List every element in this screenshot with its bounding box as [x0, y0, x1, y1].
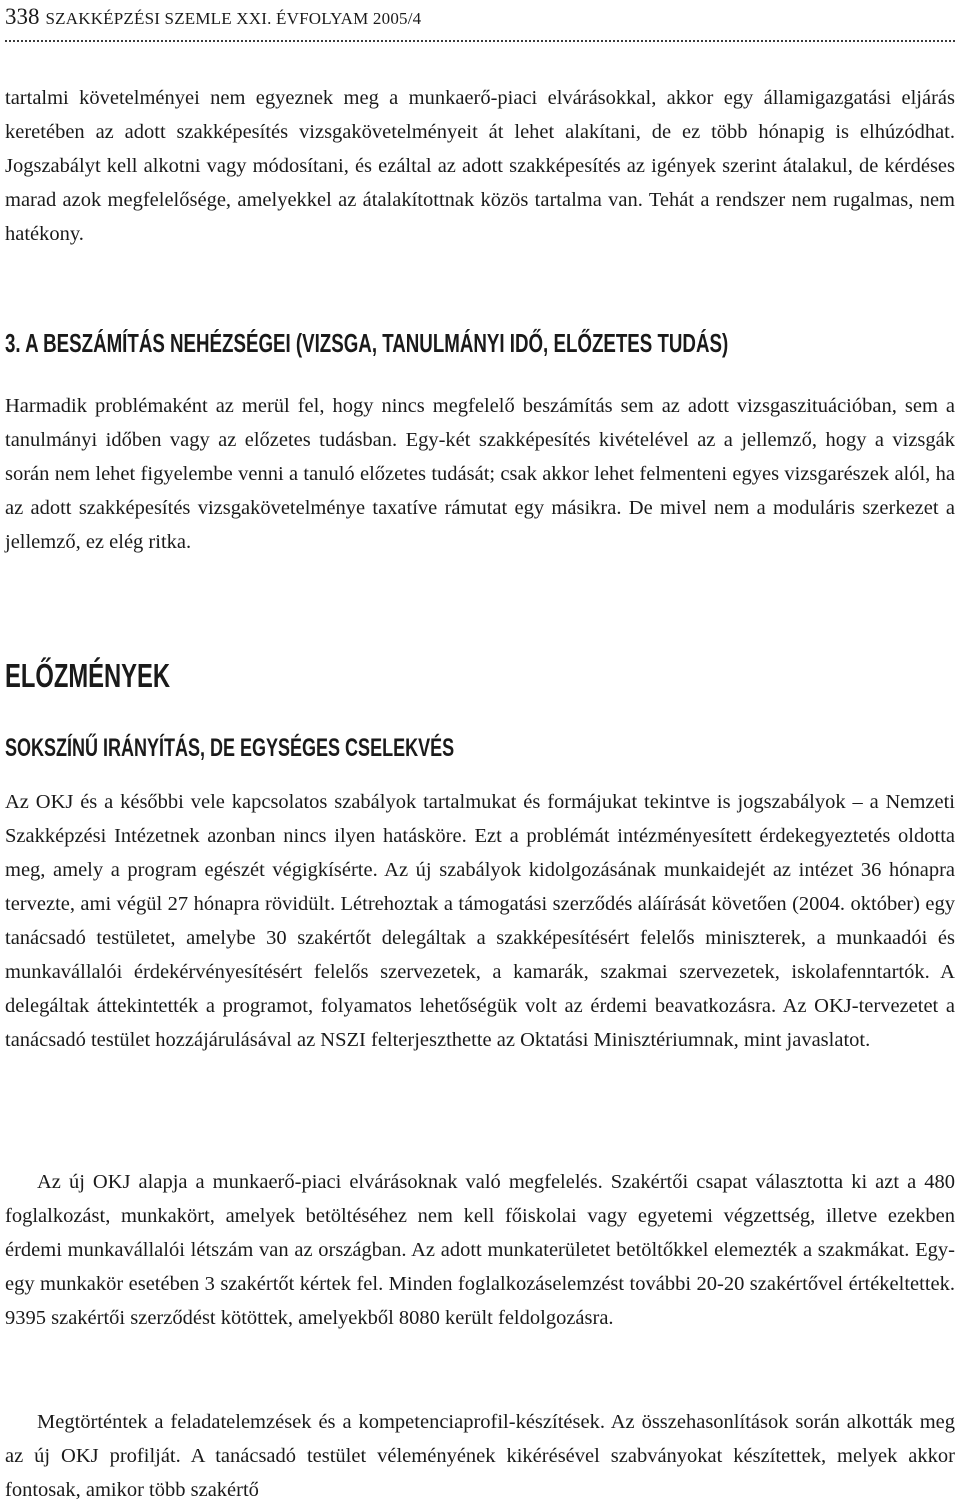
paragraph-task-analysis: Megtörténtek a feladatelemzések és a kompetenciaprofil-készítések. Az összehasonlítások során alkották meg az új OKJ profilját. A tanácsadó testület véleményének kikérésével szabványokat készítettek, melyek akkor fontosak, amikor több szakértő [5, 1411, 955, 1501]
paragraph-third-problem: Harmadik problémaként az merül fel, hogy nincs megfelelő beszámítás sem az adott vizsgaszituációban, sem a tanulmányi időben vagy az előzetes tudásban. Egy-két szakképesítés kivételével az a jellemző, hogy a vizsgák során nem lehet figyelembe venni a tanuló előzetes tudását; csak akkor lehet felmenteni egyes vizsgarészek alól, ha az adott szakképesítés vizsgakövetelménye taxatíve rámutat egy másikra. De mivel nem a moduláris szerkezet a jellemző, ez elég ritka. [5, 395, 955, 553]
journal-title: SZAKKÉPZÉSI SZEMLE XXI. ÉVFOLYAM 2005/4 [45, 9, 422, 28]
chapter-heading: ELŐZMÉNYEK [5, 657, 171, 694]
section-heading: 3. A BESZÁMÍTÁS NEHÉZSÉGEI (VIZSGA, TANULMÁNYI IDŐ, ELŐZETES TUDÁS) [5, 328, 729, 358]
paragraph-new-okj-basis: Az új OKJ alapja a munkaerő-piaci elvárásoknak való megfelelés. Szakértői csapat választotta ki azt a 480 foglalkozást, munkakört, amelyek betöltéséhez nem kell főiskolai vagy egyetemi végzettség, illetve ezekben érdemi munkavállalói létszám van az országban. Az adott munkaterületet betöltőkkel elemezték a szakmákat. Egy-egy munkakör esetében 3 szakértőt kértek fel. Minden foglalkozáselemzést további 20-20 szakértővel értékeltettek. 9395 szakértői szerződést kötöttek, amelyekből 8080 került feldolgozásra. [5, 1171, 955, 1329]
paragraph-okj-regulations: Az OKJ és a későbbi vele kapcsolatos szabályok tartalmukat és formájukat tekintve is jogszabályok – a Nemzeti Szakképzési Intézetnek azonban nincs ilyen hatásköre. Ezt a problémát intézményesített érdekegyeztetés oldotta meg, amely a program egészét végigkísérte. Az új szabályok kidolgozásának munkaidejét az intézet 36 hónapra tervezte, ami végül 27 hónapra rövidült. Létrehoztak a támogatási szerződés aláírását követően (2004. október) egy tanácsadó testületet, amelybe 30 szakértőt delegáltak a szakképesítésért felelős miniszterek, a munkaadói és munkavállalói érdekérvényesítésért felelős szervezetek, a kamarák, szakmai szervezetek, iskolafenntartók. A delegáltak áttekintették a programot, folyamatos lehetőségük volt az érdemi beavatkozásra. Az OKJ-tervezetet a tanácsadó testület hozzájárulásával az NSZI felterjeszthette az Oktatási Minisztériumnak, mint javaslatot. [5, 791, 955, 1051]
page-number: 338 [5, 4, 40, 29]
running-header [5, 4, 421, 30]
subchapter-heading: SOKSZÍNŰ IRÁNYÍTÁS, DE EGYSÉGES CSELEKVÉS [5, 734, 455, 762]
paragraph-intro: tartalmi követelményei nem egyeznek meg a munkaerő-piaci elvárásokkal, akkor egy államigazgatási eljárás keretében az adott szakképesítés vizsgakövetelményeit át lehet alakítani, de ez több hónapig is elhúzódhat. Jogszabályt kell alkotni vagy módosítani, és ezáltal az adott szakképesítés az igények szerint átalakul, de kérdéses marad azok megfelelősége, amelyekkel az átalakítottnak közös tartalma van. Tehát a rendszer nem rugalmas, nem hatékony. [5, 87, 955, 245]
header-dotted-rule [5, 40, 955, 42]
